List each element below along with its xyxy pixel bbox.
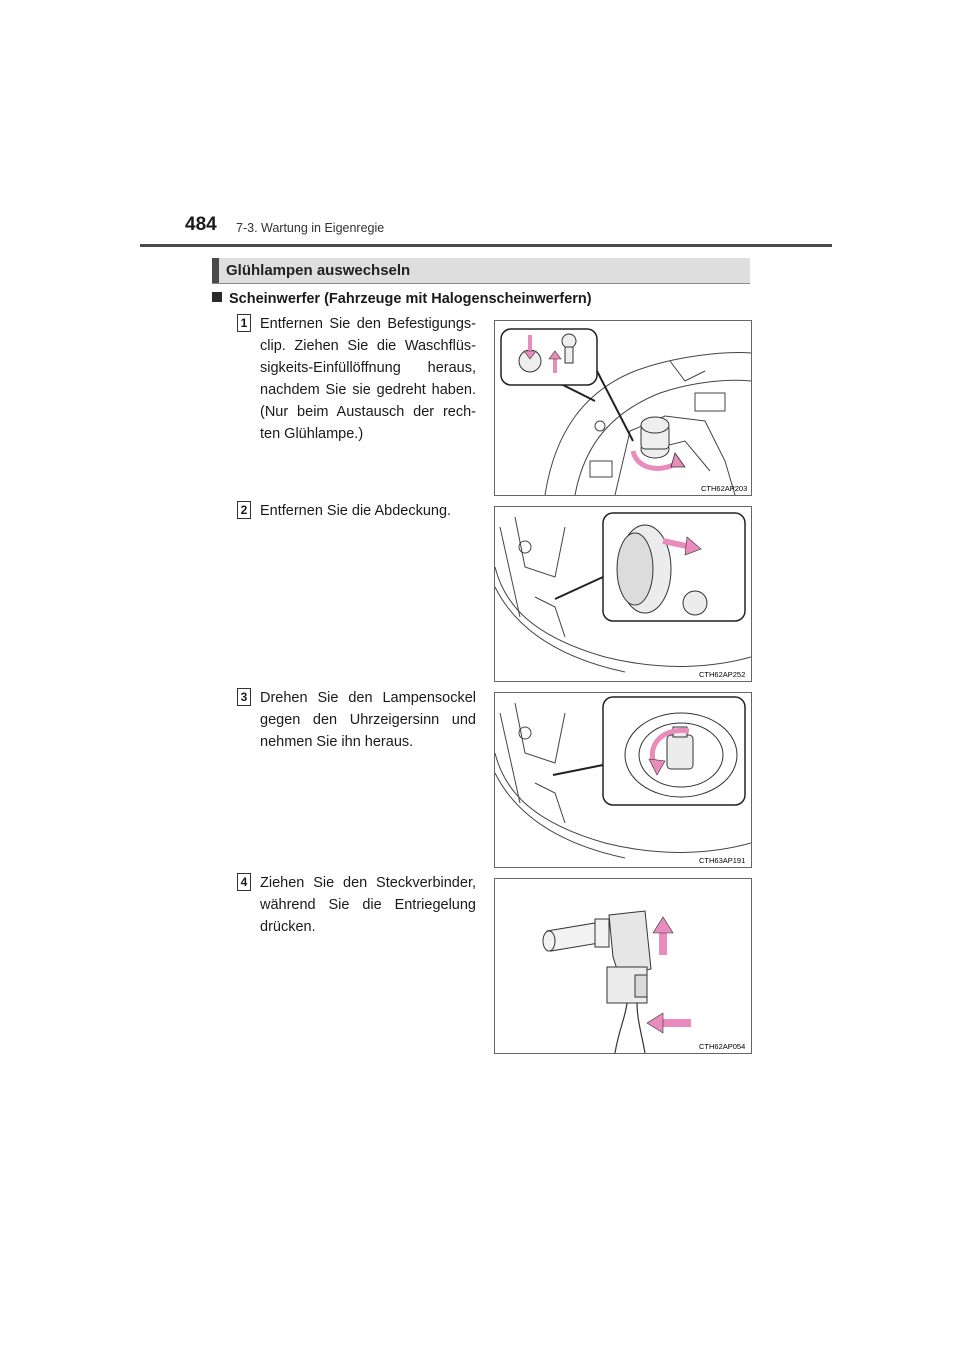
step-text: Entfernen Sie den Befestigungs-clip. Ziehen Sie die Waschflüs-sigkeits-Einfüllöffnung heraus, nachdem Sie sie gedreht haben. (Nur beim Austausch der rech-ten Glühlampe.) bbox=[260, 316, 476, 442]
step-number: 4 bbox=[237, 873, 251, 891]
header-rule bbox=[140, 244, 832, 247]
section-underline bbox=[212, 283, 750, 284]
step-text: Ziehen Sie den Steckverbinder, während Sie die Entriegelung drücken. bbox=[260, 875, 476, 935]
section-title: Glühlampen auswechseln bbox=[226, 262, 411, 279]
page-number: 484 bbox=[185, 214, 217, 235]
step-number: 2 bbox=[237, 501, 251, 519]
subsection-heading bbox=[212, 291, 592, 307]
figure-code: CTH62AP252 bbox=[699, 670, 746, 679]
subsection-title: Scheinwerfer (Fahrzeuge mit Halogenscheinwerfern) bbox=[229, 291, 592, 307]
step-number: 3 bbox=[237, 688, 251, 706]
figure-cover-removal bbox=[494, 506, 752, 682]
figure-lamp-socket bbox=[494, 692, 752, 868]
step-text: Drehen Sie den Lampensockel gegen den Uhrzeigersinn und nehmen Sie ihn heraus. bbox=[260, 690, 476, 750]
figure-washer-filler bbox=[494, 320, 752, 496]
step-text: Entfernen Sie die Abdeckung. bbox=[260, 503, 452, 519]
figure-code: CTH62AP054 bbox=[699, 1042, 746, 1051]
figure-code: CTH63AP191 bbox=[699, 856, 746, 865]
square-bullet-icon bbox=[212, 292, 222, 302]
figure-code: CTH62AP203 bbox=[701, 484, 748, 493]
figure-connector bbox=[494, 878, 752, 1054]
step-number: 1 bbox=[237, 314, 251, 332]
breadcrumb: 7-3. Wartung in Eigenregie bbox=[236, 221, 385, 235]
section-heading-bar bbox=[212, 258, 219, 283]
